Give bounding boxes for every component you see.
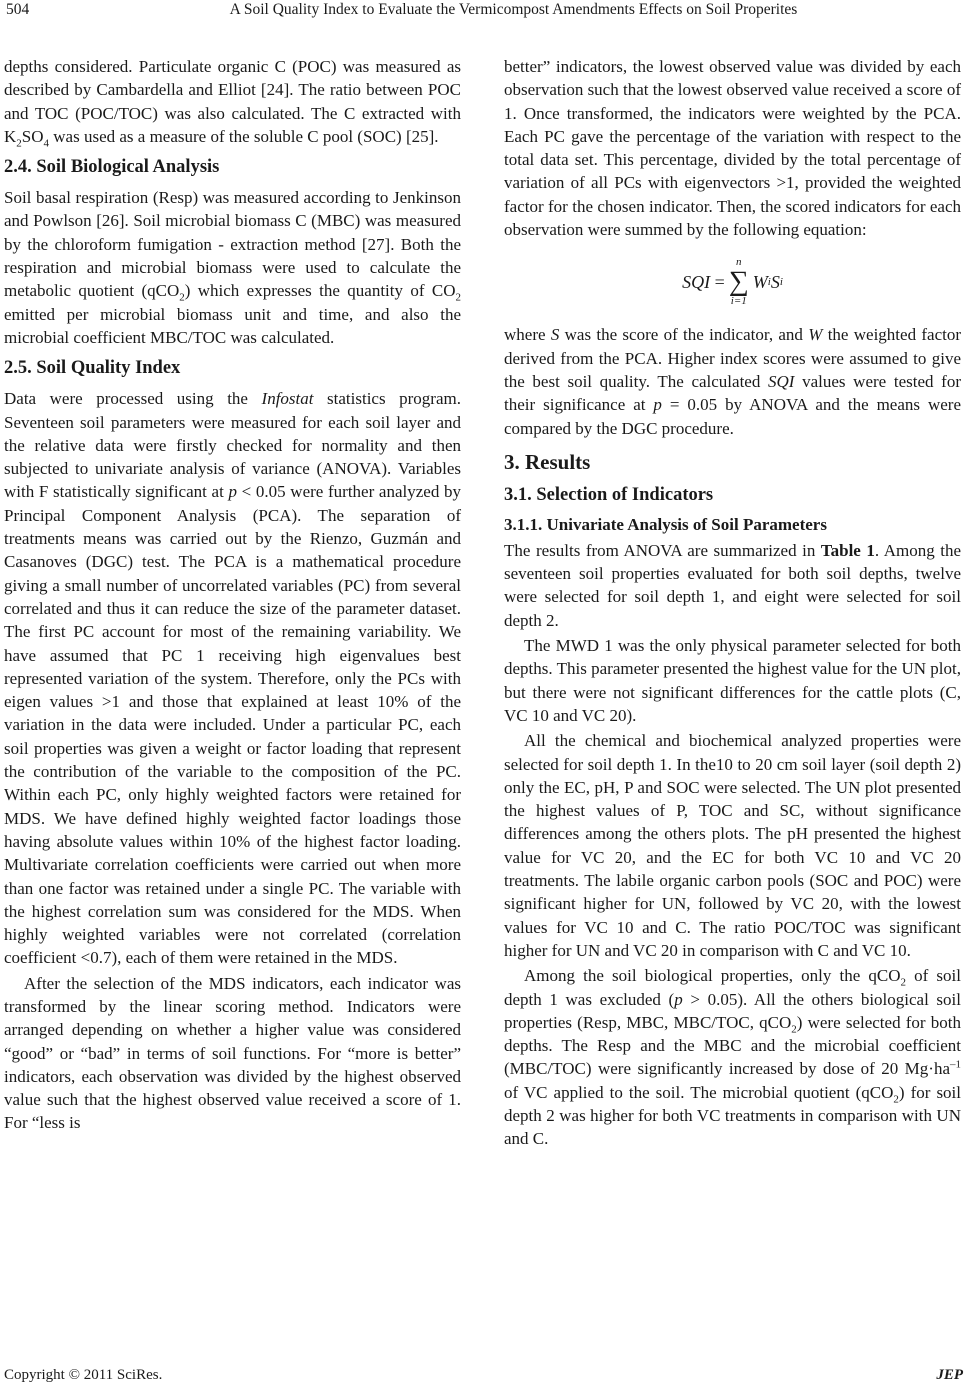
section-heading-3-1: 3.1. Selection of Indicators — [504, 484, 714, 505]
running-title: A Soil Quality Index to Evaluate the Vermicompost Amendments Effects on Soil Properites — [229, 1, 798, 18]
right-column — [504, 55, 961, 1151]
paragraph-sqi-method: Data were processed using the Infostat statistics program. Seventeen soil parameters were measured for each soil layer and the relative data were firstly checked for normality and then subjected to univariate analysis of variance (ANOVA). Variables with F statistically significant at p < 0.05 were further analyzed by Principal Component Analysis (PCA). The separation of treatments means was carried out by the Rienzo, Guzmán and Casanoves (DGC) test. The PCA is a mathematical procedure giving a small number of uncorrelated variables (PC) from several correlated and thus it can reduce the size of the parameter dataset. The first PC account for most of the remaining variability. We have assumed that PC 1 receiving high eigenvalues best represented variation of the system. Therefore, only the PCs with eigen values >1 and those that explained at least 10% of the variation in the data were included. Under a particular PC, each soil properties was given a weight or factor loading that represent the contribution of the variable to the composition of the PC. Within each PC, only highly weighted factors were retained for MDS. We have defined highly weighted factor loadings those having absolute values within 10% of the highest factor loading. Multivariate correlation coefficients were carried out when more than one factor was retained under a single PC. The variable with the highest correlation sum was considered for the MDS. When highly weighted variables were not correlated (correlation coefficient <0.7), each of them were retained in the MDS. — [4, 389, 461, 968]
journal-abbrev: JEP — [936, 1367, 963, 1383]
paragraph-scoring: After the selection of the MDS indicators, each indicator was transformed by the linear scoring method. Indicators were arranged depending on whether a higher value was considered “good” or “bad” in terms of soil functions. For “more is better” indicators, each observation was divided by the highest observed value such that the highest observed value received a score of 1. For “less is — [4, 973, 461, 1133]
paragraph-anova-results: The results from ANOVA are summarized in Table 1. Among the seventeen soil properties evaluated for both soil depths, twelve were selected for soil depth 1, and eight were selected for soil depth 2. — [504, 540, 961, 630]
page-number: 504 — [6, 1, 30, 18]
section-heading-2-4: 2.4. Soil Biological Analysis — [4, 157, 220, 178]
paragraph-biological: Soil basal respiration (Resp) was measured according to Jenkinson and Powlson [26]. Soil microbial biomass C (MBC) was measured by the chloroform fumigation - extraction method [27]. Both the respiration and microbial biomass were used to calculate the metabolic quotient (qCO$_2$) which expresses the quantity of $CO_2$ emitted per microbial biomass unit and time, and also the microbial coefficient MBC/TOC was calculated. — [4, 188, 461, 347]
copyright: Copyright © 2011 SciRes. — [4, 1367, 163, 1383]
paragraph-mwd: The MWD 1 was the only physical parameter selected for both depths. This parameter presented the highest value for the UN plot, but there were not significant differences for the cattle plots (C, VC 10 and VC 20). — [504, 636, 961, 725]
section-heading-results: 3. Results — [504, 449, 591, 474]
paragraph-biological-results: Among the soil biological properties, only the qCO$_2$ of soil depth 1 was excluded (p > 0.05). All the others biological soil properties (Resp, MBC, MBC/TOC, qCO$_2$) were selected for both depths. The Resp and the MBC and the microbial coefficient (MBC/TOC) were significantly increased by dose of 20 $Mg\cdot ha^{-1}$ of VC applied to the soil. The microbial quotient (qCO$_2$) for soil depth 2 was higher for both VC treatments in comparison with UN and C. — [504, 966, 962, 1149]
page-header — [0, 0, 967, 30]
section-heading-3-1-1: 3.1.1. Univariate Analysis of Soil Parameters — [504, 514, 827, 534]
paragraph-chemical: All the chemical and biochemical analyzed properties were selected for soil depth 1. In the10 to 20 cm soil layer (soil depth 2) only the EC, pH, P and SOC were selected. The UN plot presented the highest values of P, TOC and SC, without significance differences among the others plots. The pH presented the highest value for VC 20, and the EC for both VC 10 and VC 20 treatments. The labile organic carbon pools (SOC and POC) were significant higher for UN, followed by VC 20, with the lowest values for VC 10 and C. The ratio POC/TOC was significant higher for UN and VC 20 in comparison with C and VC 10. — [504, 731, 961, 960]
paragraph-scoring-cont: better” indicators, the lowest observed value was divided by each observation such that the lowest observed value received a score of 1. Once transformed, the indicators were weighted by the PCA. Each PC gave the percentage of the variation with respect to the total data set. This percentage, divided by the total percentage of variation of all PCs with eigenvectors >1, provided the weighted factor for the chosen indicator. Then, the scored indicators for each observation were summed by the following equation: — [504, 57, 961, 240]
section-heading-2-5: 2.5. Soil Quality Index — [4, 358, 181, 379]
left-column — [4, 55, 461, 1135]
paragraph-poc: depths considered. Particulate organic C (POC) was measured as described by Cambardella and Elliot [24]. The ratio between POC and TOC (POC/TOC) was also calculated. The C extracted with $K_2SO_4$ was used as a measure of the soluble C pool (SOC) [25]. — [4, 57, 461, 150]
page-footer — [0, 1366, 967, 1386]
sqi-equation: SQI = n ∑ i=1 W i S i — [682, 256, 783, 308]
paragraph-where: where S was the score of the indicator, and W the weighted factor derived from the PCA. Higher index scores were assumed to give the best soil quality. The calculated SQI values were tested for their significance at p = 0.05 by ANOVA and the means were compared by the DGC procedure. — [504, 325, 962, 438]
summation-symbol: n ∑ i=1 — [728, 256, 749, 308]
